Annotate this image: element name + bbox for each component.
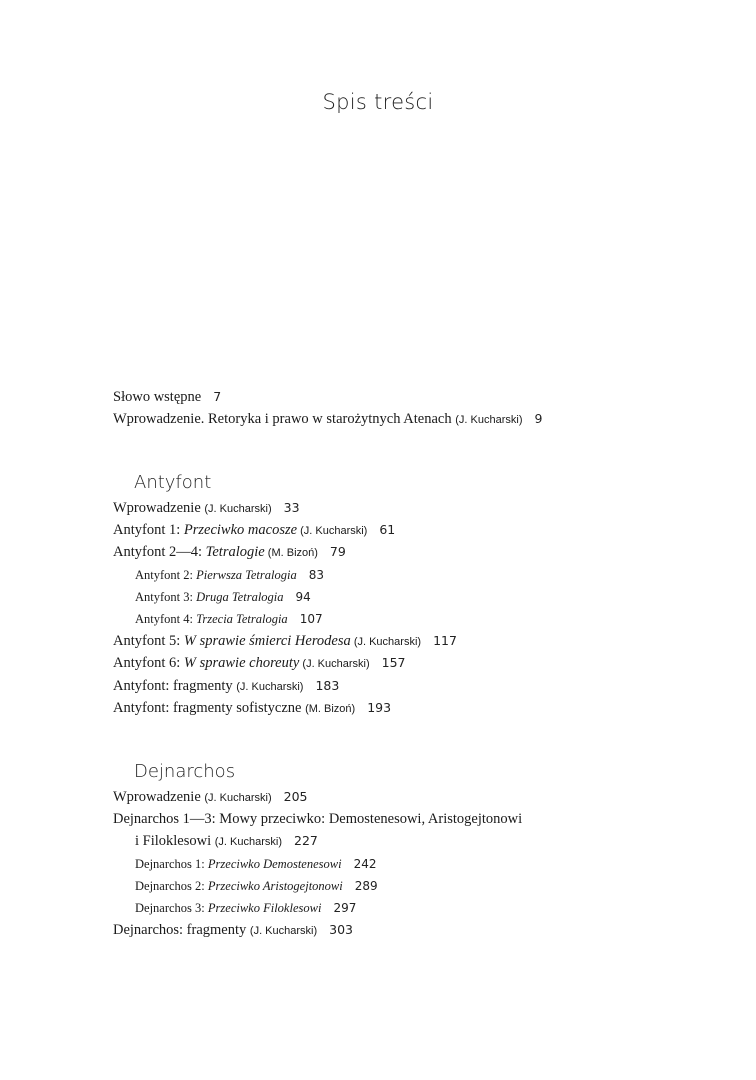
entry-title: Przeciwko Aristogejtonowi	[207, 879, 343, 893]
page-number: 9	[534, 411, 543, 426]
page-number: 83	[308, 568, 324, 582]
entry-author: (M. Bizoń)	[305, 703, 356, 715]
toc-subentry[interactable]	[135, 855, 376, 873]
toc-entry[interactable]	[113, 521, 395, 540]
entry-text: Antyfont 5:	[113, 633, 184, 649]
page-number: 183	[315, 678, 340, 693]
entry-text: Dejnarchos: fragmenty	[113, 922, 250, 938]
page-number: 79	[329, 544, 346, 559]
entry-text: Dejnarchos 2:	[135, 879, 208, 893]
entry-text: Wprowadzenie	[113, 500, 205, 516]
toc-entry[interactable]	[113, 810, 522, 828]
entry-text: Antyfont 6:	[113, 655, 184, 671]
entry-author: (J. Kucharski)	[297, 525, 368, 537]
page-number: 227	[294, 833, 318, 848]
page-number: 242	[353, 857, 377, 871]
entry-author: (J. Kucharski)	[455, 414, 523, 426]
entry-author: (J. Kucharski)	[350, 636, 422, 648]
entry-text: Antyfont 2:	[135, 568, 197, 582]
entry-title: Druga Tetralogia	[196, 590, 284, 604]
toc-subentry[interactable]	[135, 877, 378, 895]
entry-text: Wprowadzenie. Retoryka i prawo w starożytnych Atenach	[113, 411, 456, 427]
page-number: 61	[379, 522, 396, 537]
entry-text: Antyfont: fragmenty sofistyczne	[113, 700, 306, 716]
entry-title: Przeciwko Filoklesowi	[207, 901, 322, 915]
toc-subentry[interactable]	[135, 566, 324, 584]
entry-title: Przeciwko macosze	[183, 522, 298, 538]
toc-entry[interactable]	[113, 499, 300, 518]
page-number: 7	[213, 389, 222, 404]
entry-text: Antyfont: fragmenty	[113, 678, 237, 694]
entry-title: W sprawie choreuty	[183, 655, 300, 671]
page-title: Spis treści	[322, 90, 434, 114]
entry-author: (J. Kucharski)	[204, 503, 272, 515]
entry-text: Antyfont 4:	[135, 612, 197, 626]
entry-title: Przeciwko Demostenesowi	[207, 857, 342, 871]
entry-text: i Filoklesowi	[135, 833, 215, 849]
entry-text: Słowo wstępne	[113, 389, 202, 405]
section-heading-dejnarchos: Dejnarchos	[134, 761, 236, 782]
entry-text: Antyfont 1:	[113, 522, 184, 538]
entry-text: Dejnarchos 1:	[135, 857, 208, 871]
entry-title: Tetralogie	[205, 544, 265, 560]
entry-text: Dejnarchos 1—3: Mowy przeciwko: Demostenesowi, Aristogejtonowi	[113, 811, 523, 827]
toc-entry[interactable]	[113, 543, 346, 562]
page-number: 289	[354, 879, 378, 893]
toc-subentry[interactable]	[135, 610, 323, 628]
page-number: 117	[433, 633, 457, 648]
entry-text: Wprowadzenie	[113, 789, 205, 805]
toc-entry[interactable]	[113, 410, 542, 429]
toc-entry[interactable]	[113, 654, 406, 673]
entry-author: (J. Kucharski)	[236, 681, 304, 693]
toc-entry-continuation[interactable]	[135, 832, 318, 851]
page-number: 157	[381, 655, 406, 670]
page-number: 205	[283, 789, 308, 804]
page-number: 33	[283, 500, 300, 515]
entry-title: Pierwsza Tetralogia	[196, 568, 297, 582]
toc-entry[interactable]	[113, 921, 353, 940]
toc-entry[interactable]	[113, 388, 221, 406]
entry-author: (J. Kucharski)	[214, 836, 283, 848]
entry-author: (J. Kucharski)	[299, 658, 370, 670]
toc-entry[interactable]	[113, 677, 339, 696]
entry-author: (J. Kucharski)	[204, 792, 272, 804]
entry-text: Antyfont 3:	[135, 590, 197, 604]
toc-subentry[interactable]	[135, 588, 311, 606]
entry-text: Antyfont 2—4:	[113, 544, 206, 560]
page-number: 107	[299, 612, 323, 626]
toc-entry[interactable]	[113, 788, 308, 807]
section-heading-antyfont: Antyfont	[134, 472, 212, 493]
entry-author: (J. Kucharski)	[249, 925, 318, 937]
entry-author: (M. Bizoń)	[264, 547, 318, 559]
page-number: 303	[329, 922, 354, 937]
page-number: 297	[333, 901, 357, 915]
entry-title: Trzecia Tetralogia	[196, 612, 288, 626]
toc-entry[interactable]	[113, 699, 391, 718]
page-number: 193	[367, 700, 392, 715]
page-number: 94	[295, 590, 311, 604]
entry-text: Dejnarchos 3:	[135, 901, 208, 915]
toc-entry[interactable]	[113, 632, 457, 651]
toc-subentry[interactable]	[135, 899, 356, 917]
entry-title: W sprawie śmierci Herodesa	[183, 633, 351, 649]
